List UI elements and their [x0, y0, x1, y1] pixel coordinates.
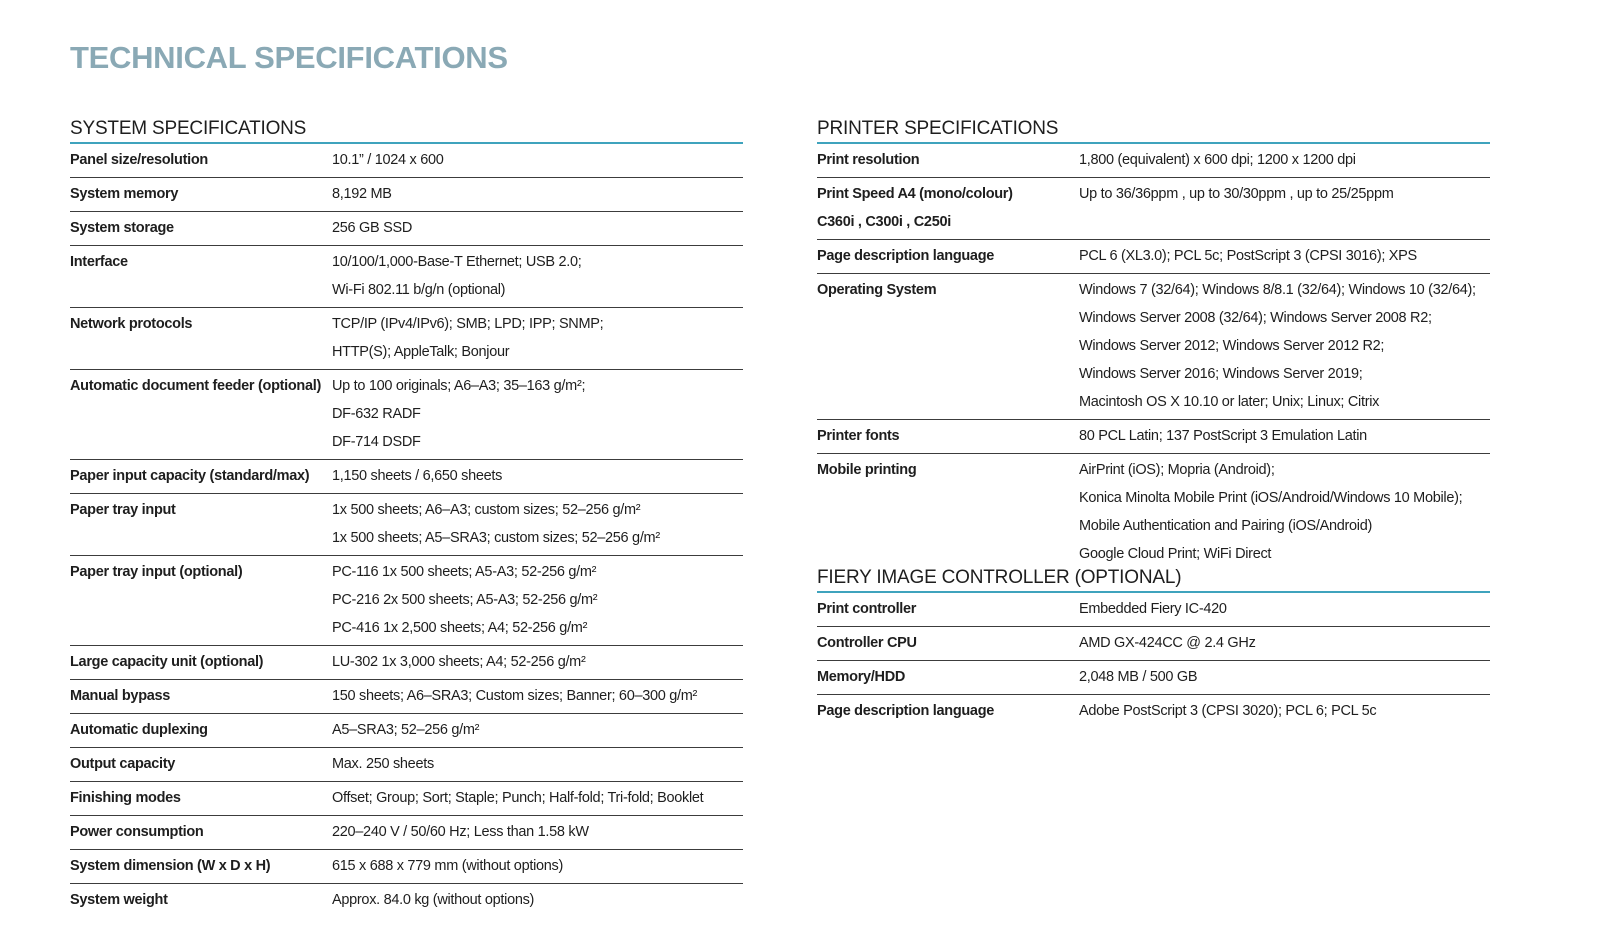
page-title: TECHNICAL SPECIFICATIONS: [70, 40, 508, 75]
spec-row: [70, 494, 743, 556]
spec-row: [70, 816, 743, 850]
section-heading: FIERY IMAGE CONTROLLER (OPTIONAL): [817, 566, 1490, 593]
spec-row: [70, 144, 743, 178]
spec-value-line: 150 sheets; A6–SRA3; Custom sizes; Banner; 60–300 g/m²: [332, 688, 698, 704]
spec-label-line: Automatic document feeder (optional): [70, 378, 322, 394]
spec-value-line: Adobe PostScript 3 (CPSI 3020); PCL 6; PCL 5c: [1079, 703, 1377, 719]
spec-value-line: DF-714 DSDF: [332, 434, 421, 450]
spec-label: [70, 246, 332, 307]
spec-value: [332, 308, 743, 369]
spec-label: [817, 144, 1079, 177]
spec-value-line: HTTP(S); AppleTalk; Bonjour: [332, 344, 510, 360]
spec-value-line: 80 PCL Latin; 137 PostScript 3 Emulation Latin: [1079, 428, 1367, 444]
spec-label-line: Mobile printing: [817, 462, 917, 478]
spec-row: [70, 748, 743, 782]
spec-value-line: 1x 500 sheets; A6–A3; custom sizes; 52–256 g/m²: [332, 502, 641, 518]
spec-value: [332, 460, 743, 493]
spec-value-line: 10/100/1,000-Base-T Ethernet; USB 2.0;: [332, 254, 582, 270]
spec-row: [70, 246, 743, 308]
spec-value-line: Max. 250 sheets: [332, 756, 434, 772]
spec-label: [70, 460, 332, 493]
spec-row: [70, 178, 743, 212]
spec-value-line: 1x 500 sheets; A5–SRA3; custom sizes; 52–256 g/m²: [332, 530, 660, 546]
section-heading: SYSTEM SPECIFICATIONS: [70, 117, 743, 144]
spec-label-line: Finishing modes: [70, 790, 181, 806]
spec-label: [817, 178, 1079, 239]
spec-label-line: Interface: [70, 254, 128, 270]
spec-row: [70, 680, 743, 714]
spec-value-line: 220–240 V / 50/60 Hz; Less than 1.58 kW: [332, 824, 589, 840]
spec-value-line: 8,192 MB: [332, 186, 392, 202]
spec-value-line: A5–SRA3; 52–256 g/m²: [332, 722, 480, 738]
spec-row: [817, 627, 1490, 661]
spec-label: [70, 782, 332, 815]
spec-label: [70, 212, 332, 245]
spec-label-line: Page description language: [817, 248, 995, 264]
spec-value: [1079, 144, 1490, 177]
spec-value: [332, 680, 743, 713]
spec-value: [1079, 240, 1490, 273]
spec-label-line: System weight: [70, 892, 168, 908]
spec-value-line: Windows Server 2016; Windows Server 2019;: [1079, 366, 1363, 382]
spec-value: [332, 884, 743, 917]
spec-value: [332, 782, 743, 815]
spec-table: [70, 144, 743, 917]
spec-label: [70, 308, 332, 369]
spec-row: [817, 240, 1490, 274]
spec-label-line: Output capacity: [70, 756, 176, 772]
spec-value-line: 2,048 MB / 500 GB: [1079, 669, 1198, 685]
spec-value: [332, 850, 743, 883]
spec-value-line: Google Cloud Print; WiFi Direct: [1079, 546, 1272, 562]
spec-value: [332, 178, 743, 211]
spec-value: [332, 714, 743, 747]
spec-value-line: 615 x 688 x 779 mm (without options): [332, 858, 563, 874]
printer-specifications-section: [817, 117, 1490, 571]
spec-row: [70, 460, 743, 494]
spec-label: [817, 627, 1079, 660]
spec-label-line: Automatic duplexing: [70, 722, 208, 738]
spec-value: [1079, 627, 1490, 660]
spec-row: [70, 646, 743, 680]
fiery-controller-section: [817, 566, 1490, 728]
spec-row: [817, 593, 1490, 627]
spec-label: [817, 695, 1079, 728]
spec-value-line: Wi-Fi 802.11 b/g/n (optional): [332, 282, 506, 298]
spec-label: [70, 178, 332, 211]
spec-row: [70, 714, 743, 748]
spec-label-line: Manual bypass: [70, 688, 171, 704]
spec-label: [817, 420, 1079, 453]
spec-value-line: Konica Minolta Mobile Print (iOS/Android/Windows 10 Mobile);: [1079, 490, 1463, 506]
spec-value-line: PC-116 1x 500 sheets; A5-A3; 52-256 g/m²: [332, 564, 597, 580]
spec-label-line: Large capacity unit (optional): [70, 654, 264, 670]
spec-row: [70, 850, 743, 884]
spec-label-line: Page description language: [817, 703, 995, 719]
spec-value: [332, 816, 743, 849]
spec-value: [332, 246, 743, 307]
spec-value-line: PCL 6 (XL3.0); PCL 5c; PostScript 3 (CPSI 3016); XPS: [1079, 248, 1417, 264]
spec-label-line: Print controller: [817, 601, 917, 617]
spec-label: [70, 680, 332, 713]
spec-row: [70, 308, 743, 370]
spec-value-line: LU-302 1x 3,000 sheets; A4; 52-256 g/m²: [332, 654, 586, 670]
spec-label: [70, 646, 332, 679]
spec-row: [817, 420, 1490, 454]
spec-row: [817, 661, 1490, 695]
spec-label-line: Paper tray input: [70, 502, 176, 518]
spec-value-line: Windows Server 2012; Windows Server 2012 R2;: [1079, 338, 1385, 354]
spec-value-line: AMD GX-424CC @ 2.4 GHz: [1079, 635, 1256, 651]
spec-value-line: Macintosh OS X 10.10 or later; Unix; Linux; Citrix: [1079, 394, 1380, 410]
spec-value: [1079, 661, 1490, 694]
spec-value-line: Windows 7 (32/64); Windows 8/8.1 (32/64); Windows 10 (32/64);: [1079, 282, 1476, 298]
spec-label: [817, 454, 1079, 571]
spec-value-line: PC-416 1x 2,500 sheets; A4; 52-256 g/m²: [332, 620, 588, 636]
spec-value-line: DF-632 RADF: [332, 406, 421, 422]
spec-value: [332, 212, 743, 245]
spec-label: [70, 556, 332, 645]
spec-row: [817, 454, 1490, 571]
spec-value: [332, 748, 743, 781]
spec-label: [70, 884, 332, 917]
spec-value: [1079, 178, 1490, 239]
spec-label: [70, 494, 332, 555]
spec-label-line: Print Speed A4 (mono/colour): [817, 186, 1013, 202]
spec-label-line: Operating System: [817, 282, 937, 298]
spec-value-line: 10.1” / 1024 x 600: [332, 152, 444, 168]
spec-label-line: Paper input capacity (standard/max): [70, 468, 310, 484]
spec-label: [817, 661, 1079, 694]
spec-label-line: System dimension (W x D x H): [70, 858, 271, 874]
spec-row: [70, 370, 743, 460]
spec-label-line: Paper tray input (optional): [70, 564, 243, 580]
spec-value-line: 256 GB SSD: [332, 220, 413, 236]
spec-row: [70, 556, 743, 646]
spec-label: [70, 850, 332, 883]
spec-label: [70, 816, 332, 849]
spec-row: [70, 884, 743, 917]
spec-value-line: Mobile Authentication and Pairing (iOS/Android): [1079, 518, 1372, 534]
spec-value-line: PC-216 2x 500 sheets; A5-A3; 52-256 g/m²: [332, 592, 598, 608]
spec-label-line: Memory/HDD: [817, 669, 906, 685]
spec-value-line: TCP/IP (IPv4/IPv6); SMB; LPD; IPP; SNMP;: [332, 316, 604, 332]
spec-value-line: Windows Server 2008 (32/64); Windows Server 2008 R2;: [1079, 310, 1432, 326]
spec-value: [1079, 593, 1490, 626]
spec-value: [332, 494, 743, 555]
spec-label-line: System memory: [70, 186, 179, 202]
spec-label: [817, 593, 1079, 626]
spec-label-line: Network protocols: [70, 316, 193, 332]
spec-value-line: 1,800 (equivalent) x 600 dpi; 1200 x 1200 dpi: [1079, 152, 1356, 168]
spec-label: [70, 144, 332, 177]
spec-label-line: System storage: [70, 220, 174, 236]
spec-value-line: Approx. 84.0 kg (without options): [332, 892, 535, 908]
system-specifications-section: [70, 117, 743, 917]
spec-label: [817, 240, 1079, 273]
spec-table: [817, 593, 1490, 728]
spec-value: [332, 556, 743, 645]
spec-row: [70, 212, 743, 246]
spec-value-line: AirPrint (iOS); Mopria (Android);: [1079, 462, 1275, 478]
section-heading: PRINTER SPECIFICATIONS: [817, 117, 1490, 144]
spec-value: [332, 144, 743, 177]
spec-label-line: Power consumption: [70, 824, 204, 840]
spec-value-line: Up to 100 originals; A6–A3; 35–163 g/m²;: [332, 378, 586, 394]
spec-row: [817, 144, 1490, 178]
spec-label: [70, 748, 332, 781]
spec-label-line: Panel size/resolution: [70, 152, 208, 168]
spec-value-line: Up to 36/36ppm , up to 30/30ppm , up to 25/25ppm: [1079, 186, 1394, 202]
spec-row: [817, 274, 1490, 420]
spec-label-line: C360i , C300i , C250i: [817, 214, 951, 230]
spec-value: [1079, 454, 1490, 571]
spec-value-line: Offset; Group; Sort; Staple; Punch; Half-fold; Tri-fold; Booklet: [332, 790, 704, 806]
spec-label-line: Controller CPU: [817, 635, 917, 651]
spec-label-line: Print resolution: [817, 152, 920, 168]
spec-value: [332, 646, 743, 679]
spec-value: [332, 370, 743, 459]
spec-label: [817, 274, 1079, 419]
spec-value: [1079, 695, 1490, 728]
spec-row: [817, 178, 1490, 240]
spec-value-line: Embedded Fiery IC-420: [1079, 601, 1227, 617]
spec-label-line: Printer fonts: [817, 428, 900, 444]
spec-value: [1079, 420, 1490, 453]
spec-table: [817, 144, 1490, 571]
spec-row: [70, 782, 743, 816]
spec-label: [70, 714, 332, 747]
spec-row: [817, 695, 1490, 728]
spec-value-line: 1,150 sheets / 6,650 sheets: [332, 468, 503, 484]
spec-label: [70, 370, 332, 459]
spec-value: [1079, 274, 1490, 419]
